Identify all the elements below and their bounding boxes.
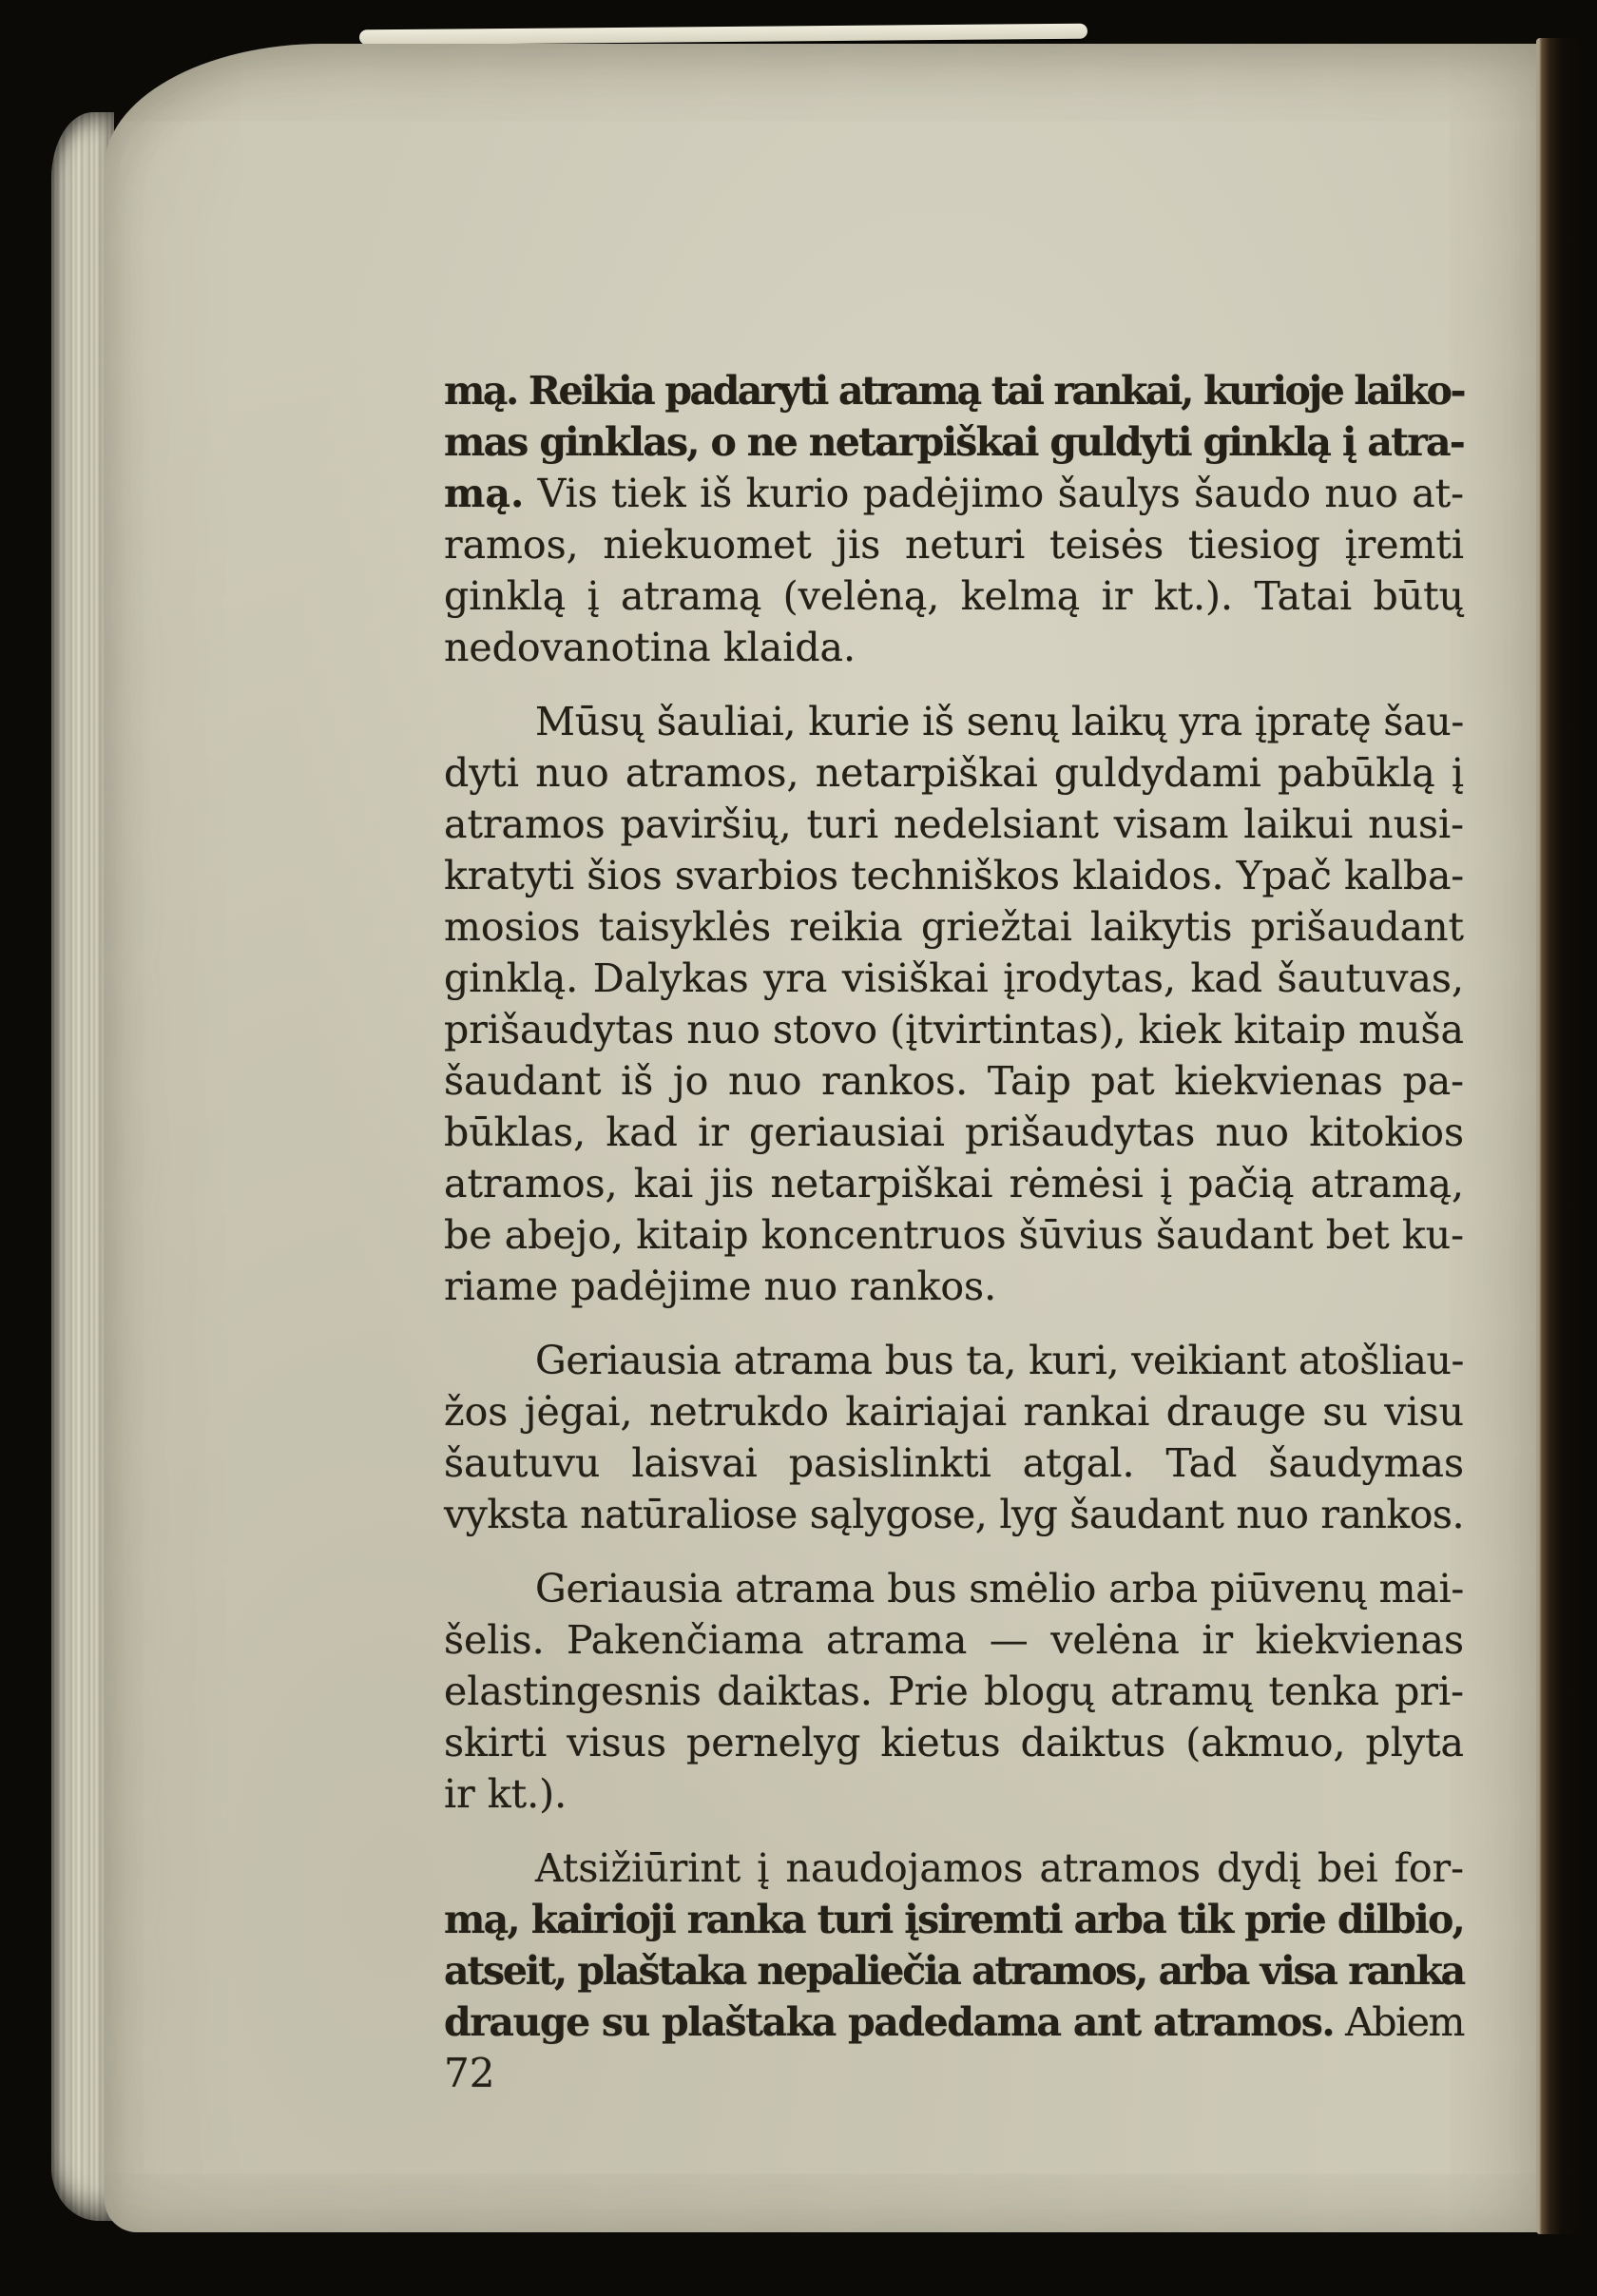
text-line	[444, 468, 1464, 519]
bold-text-segment: atseit, plaštaka nepaliečia atramos, arba visa ranka	[444, 1948, 1464, 1994]
text-segment: vyksta natūraliose sąlygose, lyg šaudant nuo rankos.	[444, 1492, 1464, 1537]
text-line	[444, 1055, 1464, 1107]
text-segment: atramos paviršių, turi nedelsiant visam laikui nusi-	[444, 801, 1464, 847]
text-line	[444, 1843, 1464, 1894]
book-spine-shadow	[1536, 38, 1584, 2234]
paragraph	[444, 365, 1464, 673]
bold-text-segment: mą.	[444, 471, 525, 516]
text-segment: nedovanotina klaida.	[444, 625, 856, 670]
text-line	[444, 1894, 1464, 1945]
text-line	[444, 1666, 1464, 1717]
text-segment: mosios taisyklės reikia griežtai laikytis prišaudant	[444, 904, 1464, 950]
paragraph	[444, 1563, 1464, 1820]
text-line	[444, 1261, 1464, 1312]
text-line	[444, 519, 1464, 570]
text-line	[444, 1335, 1464, 1386]
text-line	[444, 622, 1464, 673]
text-segment: Vis tiek iš kurio padėjimo šaulys šaudo nuo at-	[524, 471, 1464, 516]
text-segment: dyti nuo atramos, netarpiškai guldydami pabūklą į	[444, 750, 1464, 796]
text-line	[444, 1209, 1464, 1261]
text-segment: riame padėjime nuo rankos.	[444, 1264, 997, 1309]
text-line	[444, 1158, 1464, 1209]
text-segment: be abejo, kitaip koncentruos šūvius šaudant bet ku-	[444, 1212, 1464, 1258]
text-line	[444, 1107, 1464, 1158]
text-line	[444, 1945, 1464, 1997]
page-text	[444, 365, 1464, 2048]
bold-text-segment: mą, kairioji ranka turi įsiremti arba tik prie dilbio,	[444, 1897, 1464, 1942]
bold-text-segment: mą. Reikia padaryti atramą tai rankai, kurioje laiko-	[444, 368, 1464, 414]
paragraph	[444, 1843, 1464, 2048]
text-segment: žos jėgai, netrukdo kairiajai rankai drauge su visu	[444, 1389, 1464, 1435]
text-line	[444, 1386, 1464, 1437]
page-top-edge	[359, 24, 1087, 46]
text-segment: ginklą į atramą (velėną, kelmą ir kt.). Tatai būtų	[444, 573, 1464, 619]
text-segment: ir kt.).	[444, 1771, 568, 1817]
text-segment: šelis. Pakenčiama atrama — velėna ir kiekvienas	[444, 1617, 1464, 1663]
text-line	[444, 747, 1464, 799]
text-segment: elastingesnis daiktas. Prie blogų atramų tenka pri-	[444, 1669, 1464, 1714]
paragraph	[444, 1335, 1464, 1540]
text-segment: Abiem	[1334, 1999, 1464, 2045]
text-line	[444, 1614, 1464, 1666]
text-line	[444, 901, 1464, 953]
text-segment: šautuvu laisvai pasislinkti atgal. Tad šaudymas	[444, 1440, 1464, 1486]
text-line	[444, 1437, 1464, 1489]
text-segment: šaudant iš jo nuo rankos. Taip pat kiekvienas pa-	[444, 1058, 1464, 1104]
text-segment: būklas, kad ir geriausiai prišaudytas nuo kitokios	[444, 1109, 1464, 1155]
text-line	[444, 799, 1464, 850]
text-segment: kratyti šios svarbios techniškos klaidos. Ypač kalba-	[444, 853, 1464, 898]
text-segment: prišaudytas nuo stovo (įtvirtintas), kiek kitaip muša	[444, 1007, 1464, 1052]
text-segment: atramos, kai jis netarpiškai rėmėsi į pačią atramą,	[444, 1161, 1464, 1206]
text-segment: Atsižiūrint į naudojamos atramos dydį bei for-	[535, 1845, 1464, 1891]
text-segment: ramos, niekuomet jis neturi teisės tiesiog įremti	[444, 522, 1464, 568]
text-line	[444, 365, 1464, 416]
text-line	[444, 1004, 1464, 1055]
paragraph	[444, 696, 1464, 1312]
bold-text-segment: mas ginklas, o ne netarpiškai guldyti ginklą į atra-	[444, 419, 1464, 465]
book-page	[105, 44, 1542, 2232]
text-segment: skirti visus pernelyg kietus daiktus (akmuo, plyta	[444, 1720, 1464, 1765]
text-line	[444, 696, 1464, 747]
text-line	[444, 1489, 1464, 1540]
bold-text-segment: drauge su plaštaka padedama ant atramos.	[444, 1999, 1335, 2045]
text-line	[444, 416, 1464, 468]
text-line	[444, 1768, 1464, 1820]
text-line	[444, 1997, 1464, 2048]
text-line	[444, 953, 1464, 1004]
text-line	[444, 850, 1464, 901]
text-segment: Geriausia atrama bus ta, kuri, veikiant atošliau-	[535, 1338, 1464, 1383]
text-segment: Mūsų šauliai, kurie iš senų laikų yra įpratę šau-	[535, 699, 1464, 744]
page-number: 72	[444, 2050, 495, 2096]
text-line	[444, 1563, 1464, 1614]
text-line	[444, 570, 1464, 622]
text-segment: ginklą. Dalykas yra visiškai įrodytas, kad šautuvas,	[444, 955, 1464, 1001]
text-line	[444, 1717, 1464, 1768]
text-segment: Geriausia atrama bus smėlio arba piūvenų mai-	[535, 1566, 1464, 1611]
